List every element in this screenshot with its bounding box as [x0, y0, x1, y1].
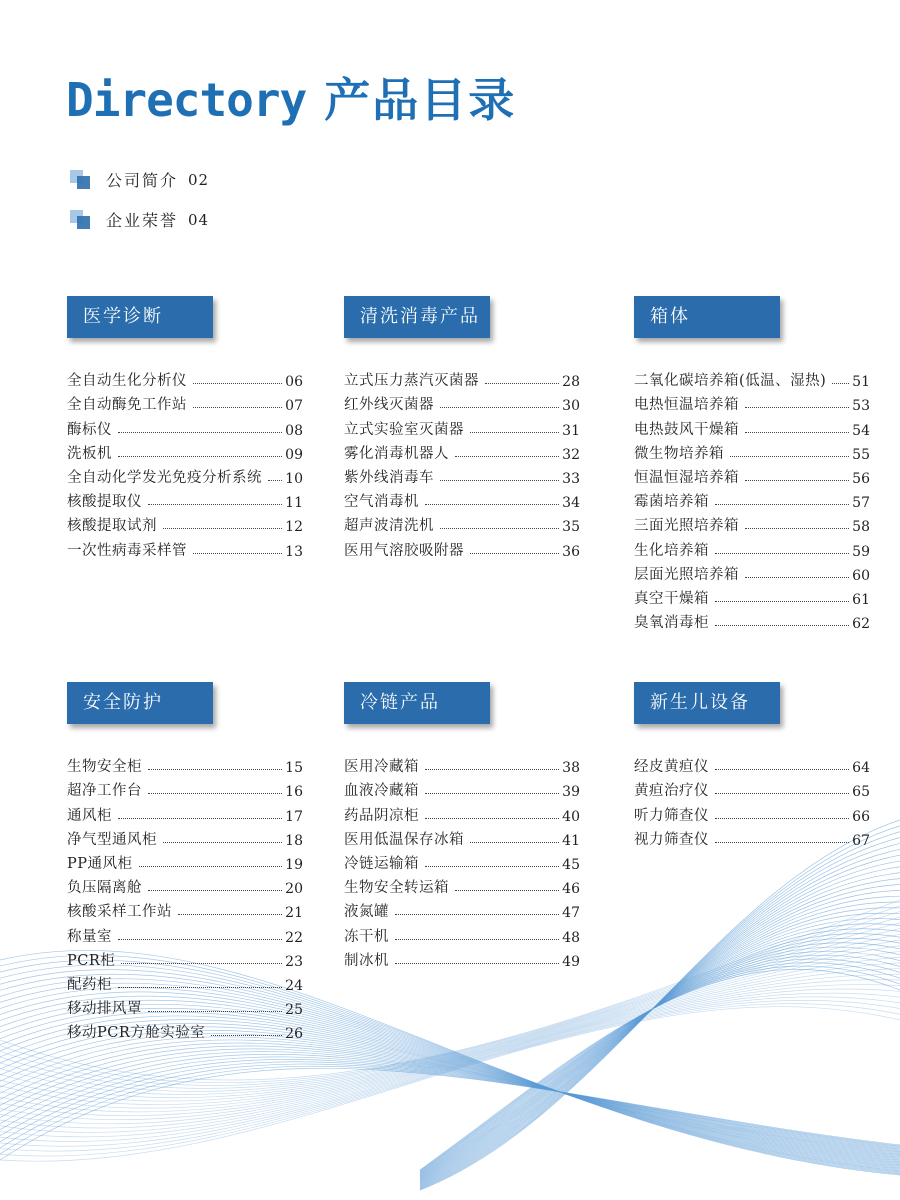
- toc-item[interactable]: [67, 414, 303, 438]
- toc-item-page-number: 30: [562, 398, 580, 415]
- toc-item[interactable]: [67, 1018, 303, 1042]
- toc-item[interactable]: [344, 439, 580, 463]
- toc-item-name: 药品阴凉柜: [344, 807, 419, 824]
- toc-item-name: 空气消毒机: [344, 494, 419, 511]
- dot-leader: [730, 456, 849, 457]
- toc-item-name: PP通风柜: [67, 855, 133, 872]
- toc-item-name: 雾化消毒机器人: [344, 445, 449, 462]
- dot-leader: [745, 407, 849, 408]
- toc-item-page-number: 17: [285, 808, 303, 825]
- dot-leader: [395, 914, 559, 915]
- toc-item[interactable]: [67, 511, 303, 535]
- toc-item-name: 微生物培养箱: [634, 445, 724, 462]
- toc-item-page-number: 36: [562, 543, 580, 560]
- dot-leader: [425, 793, 559, 794]
- toc-item[interactable]: [634, 439, 870, 463]
- intro-label: 公司简介: [106, 171, 179, 190]
- category-safety-protection: [67, 682, 303, 1042]
- category-item-list: [67, 366, 303, 560]
- toc-item-name: 核酸提取试剂: [67, 518, 157, 535]
- dot-leader: [139, 866, 283, 867]
- dot-leader: [121, 963, 282, 964]
- dot-leader: [425, 504, 559, 505]
- toc-item[interactable]: [344, 535, 580, 559]
- toc-item-page-number: 58: [852, 519, 870, 536]
- dot-leader: [485, 383, 559, 384]
- toc-item[interactable]: [344, 776, 580, 800]
- toc-item-page-number: 23: [285, 953, 303, 970]
- dot-leader: [178, 914, 282, 915]
- toc-item-name: 核酸提取仪: [67, 494, 142, 511]
- intro-label: 企业荣誉: [106, 211, 179, 230]
- toc-item-page-number: 07: [285, 398, 303, 415]
- dot-leader: [163, 842, 282, 843]
- toc-item-name: 洗板机: [67, 445, 112, 462]
- toc-item-page-number: 10: [285, 470, 303, 487]
- dot-leader: [148, 769, 282, 770]
- toc-item-name: 立式压力蒸汽灭菌器: [344, 373, 479, 390]
- dot-leader: [118, 939, 282, 940]
- toc-item-name: 恒温恒湿培养箱: [634, 469, 739, 486]
- toc-item-name: 核酸采样工作站: [67, 904, 172, 921]
- toc-item-name: 超净工作台: [67, 783, 142, 800]
- toc-item[interactable]: [634, 776, 870, 800]
- toc-item-name: 听力筛查仪: [634, 807, 709, 824]
- toc-item-page-number: 20: [285, 881, 303, 898]
- category-cold-chain: [344, 682, 580, 970]
- toc-item-name: 医用气溶胶吸附器: [344, 542, 464, 559]
- toc-item-page-number: 38: [562, 760, 580, 777]
- dot-leader: [745, 528, 849, 529]
- toc-item-page-number: 33: [562, 470, 580, 487]
- toc-item-page-number: 32: [562, 446, 580, 463]
- toc-item[interactable]: [634, 511, 870, 535]
- dot-leader: [118, 987, 282, 988]
- toc-item-page-number: 46: [562, 881, 580, 898]
- dot-leader: [425, 769, 559, 770]
- toc-item-name: 一次性病毒采样管: [67, 542, 187, 559]
- toc-item-page-number: 56: [852, 470, 870, 487]
- dot-leader: [268, 480, 282, 481]
- toc-item-page-number: 48: [562, 929, 580, 946]
- intro-entry-company-honors[interactable]: [70, 208, 209, 231]
- toc-item[interactable]: [67, 849, 303, 873]
- toc-item-name: 冷链运输箱: [344, 855, 419, 872]
- toc-item[interactable]: [634, 608, 870, 632]
- toc-item-page-number: 40: [562, 808, 580, 825]
- toc-item[interactable]: [634, 584, 870, 608]
- intro-page-number: 04: [188, 210, 210, 229]
- toc-item[interactable]: [634, 463, 870, 487]
- dot-leader: [470, 553, 559, 554]
- toc-item-name: 生物安全转运箱: [344, 880, 449, 897]
- toc-item[interactable]: [344, 390, 580, 414]
- toc-item-page-number: 60: [852, 567, 870, 584]
- dot-leader: [455, 890, 559, 891]
- dot-leader: [395, 939, 559, 940]
- toc-item[interactable]: [634, 414, 870, 438]
- toc-item-name: 臭氧消毒柜: [634, 615, 709, 632]
- toc-item-name: 移动PCR方舱实验室: [67, 1025, 206, 1042]
- toc-item[interactable]: [67, 776, 303, 800]
- toc-item-name: 霉菌培养箱: [634, 494, 709, 511]
- toc-item[interactable]: [634, 825, 870, 849]
- toc-item-page-number: 51: [852, 374, 870, 391]
- intro-entry-company-profile[interactable]: [70, 168, 209, 191]
- toc-item-page-number: 59: [852, 543, 870, 560]
- toc-item-page-number: 11: [285, 495, 303, 512]
- category-item-list: [344, 752, 580, 970]
- dot-leader: [148, 793, 282, 794]
- toc-item[interactable]: [634, 535, 870, 559]
- toc-item-page-number: 18: [285, 832, 303, 849]
- toc-item[interactable]: [344, 946, 580, 970]
- toc-item-name: 紫外线消毒车: [344, 469, 434, 486]
- toc-item[interactable]: [67, 873, 303, 897]
- toc-item-name: 全自动生化分析仪: [67, 373, 187, 390]
- toc-item-name: 立式实验室灭菌器: [344, 421, 464, 438]
- toc-item-page-number: 24: [285, 977, 303, 994]
- dot-leader: [193, 407, 282, 408]
- category-item-list: [634, 752, 870, 849]
- toc-item-name: 医用低温保存冰箱: [344, 831, 464, 848]
- dot-leader: [715, 769, 849, 770]
- category-header: 安全防护: [67, 682, 213, 724]
- toc-item-page-number: 19: [285, 856, 303, 873]
- toc-item-page-number: 45: [562, 856, 580, 873]
- category-medical-diagnosis: [67, 296, 303, 560]
- toc-item-name: 视力筛查仪: [634, 831, 709, 848]
- toc-item-name: 酶标仪: [67, 421, 112, 438]
- toc-item[interactable]: [67, 994, 303, 1018]
- toc-item-page-number: 54: [852, 422, 870, 439]
- toc-item[interactable]: [67, 535, 303, 559]
- toc-item-page-number: 61: [852, 591, 870, 608]
- toc-item-page-number: 41: [562, 832, 580, 849]
- toc-item-page-number: 65: [852, 784, 870, 801]
- toc-item-name: 血液冷藏箱: [344, 783, 419, 800]
- dot-leader: [193, 383, 282, 384]
- toc-item[interactable]: [67, 366, 303, 390]
- dot-leader: [148, 1011, 282, 1012]
- toc-item-name: 称量室: [67, 928, 112, 945]
- title-chinese: 产品目录: [324, 73, 517, 127]
- toc-item-name: 净气型通风柜: [67, 831, 157, 848]
- toc-item-name: 医用冷藏箱: [344, 759, 419, 776]
- toc-item-name: 电热恒温培养箱: [634, 397, 739, 414]
- toc-item-name: 经皮黄疸仪: [634, 759, 709, 776]
- toc-item-page-number: 06: [285, 374, 303, 391]
- dot-leader: [470, 432, 559, 433]
- dot-leader: [118, 818, 282, 819]
- dot-leader: [745, 480, 849, 481]
- dot-leader: [440, 407, 559, 408]
- toc-item-name: 真空干燥箱: [634, 590, 709, 607]
- toc-item[interactable]: [634, 366, 870, 390]
- toc-item[interactable]: [344, 825, 580, 849]
- toc-item[interactable]: [67, 487, 303, 511]
- toc-item-page-number: 53: [852, 398, 870, 415]
- toc-item[interactable]: [67, 897, 303, 921]
- dot-leader: [745, 432, 849, 433]
- toc-item-page-number: 26: [285, 1026, 303, 1043]
- toc-item[interactable]: [344, 921, 580, 945]
- toc-item-page-number: 57: [852, 495, 870, 512]
- toc-item[interactable]: [67, 390, 303, 414]
- title-english: Directory: [66, 73, 307, 127]
- category-header: 箱体: [634, 296, 780, 338]
- toc-item-page-number: 35: [562, 519, 580, 536]
- category-item-list: [634, 366, 870, 632]
- category-header: 医学诊断: [67, 296, 213, 338]
- toc-item-page-number: 49: [562, 953, 580, 970]
- toc-item[interactable]: [634, 800, 870, 824]
- toc-item-page-number: 39: [562, 784, 580, 801]
- toc-item[interactable]: [67, 463, 303, 487]
- toc-item[interactable]: [344, 752, 580, 776]
- square-bullet-icon: [70, 170, 92, 190]
- dot-leader: [148, 890, 282, 891]
- toc-item-name: 电热鼓风干燥箱: [634, 421, 739, 438]
- dot-leader: [118, 432, 282, 433]
- toc-item[interactable]: [634, 752, 870, 776]
- toc-item-name: 制冰机: [344, 952, 389, 969]
- toc-item[interactable]: [344, 800, 580, 824]
- toc-item[interactable]: [344, 463, 580, 487]
- dot-leader: [163, 528, 282, 529]
- toc-item-name: 液氮罐: [344, 904, 389, 921]
- toc-item-page-number: 64: [852, 760, 870, 777]
- toc-item[interactable]: [634, 560, 870, 584]
- toc-item[interactable]: [67, 752, 303, 776]
- dot-leader: [715, 504, 849, 505]
- toc-item-name: PCR柜: [67, 952, 116, 969]
- toc-item-page-number: 47: [562, 905, 580, 922]
- dot-leader: [715, 842, 849, 843]
- dot-leader: [715, 625, 849, 626]
- page-title: [66, 64, 516, 130]
- toc-item[interactable]: [67, 970, 303, 994]
- toc-item-name: 黄疸治疗仪: [634, 783, 709, 800]
- toc-item-page-number: 22: [285, 929, 303, 946]
- toc-item-name: 负压隔离舱: [67, 880, 142, 897]
- dot-leader: [470, 842, 559, 843]
- category-item-list: [67, 752, 303, 1042]
- dot-leader: [440, 480, 559, 481]
- intro-page-number: 02: [188, 170, 210, 189]
- dot-leader: [715, 818, 849, 819]
- toc-item[interactable]: [634, 390, 870, 414]
- toc-item[interactable]: [344, 849, 580, 873]
- toc-item[interactable]: [67, 825, 303, 849]
- dot-leader: [395, 963, 559, 964]
- toc-item-page-number: 16: [285, 784, 303, 801]
- toc-item-page-number: 21: [285, 905, 303, 922]
- toc-item[interactable]: [634, 487, 870, 511]
- toc-item-page-number: 55: [852, 446, 870, 463]
- toc-item-name: 层面光照培养箱: [634, 566, 739, 583]
- category-item-list: [344, 366, 580, 560]
- toc-item-name: 三面光照培养箱: [634, 518, 739, 535]
- toc-item-name: 冻干机: [344, 928, 389, 945]
- toc-item-name: 红外线灭菌器: [344, 397, 434, 414]
- toc-item-name: 超声波清洗机: [344, 518, 434, 535]
- dot-leader: [118, 456, 282, 457]
- dot-leader: [425, 818, 559, 819]
- toc-item-page-number: 67: [852, 832, 870, 849]
- toc-item-page-number: 09: [285, 446, 303, 463]
- square-bullet-icon: [70, 210, 92, 230]
- category-header: 清洗消毒产品: [344, 296, 490, 338]
- toc-item-page-number: 13: [285, 543, 303, 560]
- toc-item[interactable]: [344, 873, 580, 897]
- category-neonatal-equipment: [634, 682, 870, 849]
- toc-item[interactable]: [344, 897, 580, 921]
- toc-item-page-number: 28: [562, 374, 580, 391]
- toc-item-name: 通风柜: [67, 807, 112, 824]
- dot-leader: [455, 456, 559, 457]
- category-header: 新生儿设备: [634, 682, 780, 724]
- toc-item-name: 配药柜: [67, 976, 112, 993]
- dot-leader: [440, 528, 559, 529]
- dot-leader: [148, 504, 282, 505]
- category-cabinets-boxes: [634, 296, 870, 632]
- dot-leader: [715, 553, 849, 554]
- toc-item-page-number: 34: [562, 495, 580, 512]
- toc-item[interactable]: [67, 946, 303, 970]
- toc-item-name: 生化培养箱: [634, 542, 709, 559]
- dot-leader: [715, 793, 849, 794]
- toc-item-name: 移动排风罩: [67, 1001, 142, 1018]
- toc-item-name: 二氧化碳培养箱(低温、湿热): [634, 373, 827, 390]
- toc-item-name: 生物安全柜: [67, 759, 142, 776]
- toc-item-page-number: 12: [285, 519, 303, 536]
- category-header: 冷链产品: [344, 682, 490, 724]
- toc-item[interactable]: [344, 511, 580, 535]
- dot-leader: [193, 553, 282, 554]
- toc-item-page-number: 15: [285, 760, 303, 777]
- toc-item-page-number: 31: [562, 422, 580, 439]
- dot-leader: [425, 866, 559, 867]
- dot-leader: [211, 1035, 282, 1036]
- category-cleaning-disinfection: [344, 296, 580, 560]
- toc-item[interactable]: [344, 366, 580, 390]
- toc-item-page-number: 25: [285, 1002, 303, 1019]
- toc-item-page-number: 08: [285, 422, 303, 439]
- toc-item[interactable]: [67, 800, 303, 824]
- toc-item[interactable]: [344, 414, 580, 438]
- toc-item-page-number: 66: [852, 808, 870, 825]
- toc-item-name: 全自动酶免工作站: [67, 397, 187, 414]
- toc-item-page-number: 62: [852, 616, 870, 633]
- toc-item[interactable]: [344, 487, 580, 511]
- toc-item[interactable]: [67, 439, 303, 463]
- dot-leader: [715, 601, 849, 602]
- toc-item[interactable]: [67, 921, 303, 945]
- dot-leader: [745, 577, 849, 578]
- dot-leader: [832, 383, 849, 384]
- toc-item-name: 全自动化学发光免疫分析系统: [67, 469, 262, 486]
